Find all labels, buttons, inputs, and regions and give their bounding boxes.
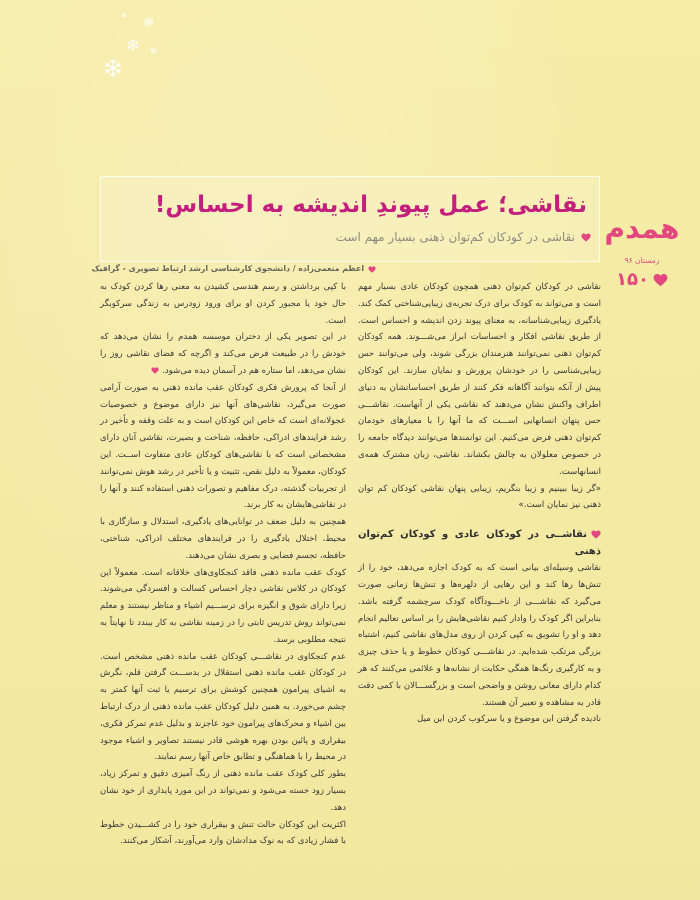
image-caption-paragraph xyxy=(100,329,346,379)
subtitle-row xyxy=(336,227,591,247)
byline xyxy=(92,262,376,276)
page-number: ۱۵۰ xyxy=(616,269,649,290)
snowflake-icon xyxy=(104,59,122,77)
paragraph: از آنجا که پرورش فکری کودکان عقب مانده ذهنی به صورت آرامی صورت می‌گیرد، نقاشی‌های آنها نیز دارای موضوع و خصوصیات عجولانه‌ای است که خاص این کودکان است و به علت وقفه و تأخیر در رشد فرایندهای ادراکی، حافظه، شناخت و بصیرت، نقاشی آنان دارای مشخصاتی است که با نقاشی‌های کودکان عادی متفاوت اســت. این کودکان، معمولاً به دلیل نقص، تثبیت و یا تأخیر در رشد هوش نمی‌توانند از تجربیات گذشته، درک مفاهیم و تصورات ذهنی استفاده کنند و آنها را در نقاشی‌هایشان به کار برند. xyxy=(100,382,346,511)
text-column-right xyxy=(358,279,601,728)
paragraph: عدم کنجکاوی در نقاشـــی کودکان عقب مانده ذهنی مشخص است. در کودکان عقب مانده ذهنی استقلال در بدســـت گرفتن قلم، نگرش به اشیای پیرامون همچنین کوشش برای ترسیم یا ثبت آنها کمتر به چشم می‌خورد. به همین دلیل کودکان عقب مانده ذهنی از درک ارتباط بین اشیاء و محرک‌های پیرامون خود عاجزند و بدلیل عدم تمرکز فکری، بیقراری و پائین بودن بهره هوشی قادر نیستند تصاویر و اشیاء موجود در محیط را با هماهنگی و تطابق خاص آنها رسم نمایند. xyxy=(100,651,346,763)
paragraph: نادیده گرفتن این موضوع و یا سرکوب کردن این میل xyxy=(417,714,601,725)
snowflake-icon xyxy=(150,47,157,54)
heart-icon xyxy=(368,266,376,273)
text-column-left xyxy=(100,279,346,850)
heart-icon xyxy=(151,367,159,374)
paragraph: نقاشی در کودکان کم‌توان ذهنی همچون کودکان عادی بسیار مهم است و می‌تواند به کودک برای درک تجربه‌ی زیبایی‌شناختی کمک کند. یادگیری زیبایی‌شناسانه، به معنای پیوند زدن اندیشه و احساس است. از طریق نقاشی افکار و احساسات ابراز می‌شـــوند. همه کودکان کم‌توان ذهنی نمی‌توانند هنرمندان بزرگی شوند، ولی می‌توانند حس زیبایی‌شناسی را در خودشان پرورش و نمایان سازند. این کودکان پیش از آنکه بتوانند آگاهانه فکر کنند از طریق احساساتشان به دنیای اطراف واکنش نشان می‌دهند که نقاشی یکی از آنهاست. نقاشـــی حس پنهان انسانهایی اســـت که ما آنها را با معیارهای خودمان کم‌توان ذهنی فرض می‌کنیم. این توانمندها می‌توانند دیدگاه جامعه را در خصوص معلولان به چالش بکشاند. نقاشی، زبان مشترک همه‌ی انسانهاست. xyxy=(358,282,601,477)
paragraph: همچنین به دلیل ضعف در توانایی‌های یادگیری، استدلال و سازگاری با محیط، اختلال یادگیری را در فرایندهای مختلف ادراکی، شناختی، حافظه، تجسم فضایی و بصری نشان می‌دهند. xyxy=(100,517,346,561)
heart-icon xyxy=(581,233,591,242)
issue-season: زمستان ۹۶ xyxy=(624,256,660,265)
paragraph: بطور کلی کودک عقب مانده ذهنی از رنگ آمیزی دقیق و تمرکز زیاد، بسیار زود خسته می‌شود و نمی‌تواند در این مورد پایداری از خود نشان دهد. xyxy=(100,769,346,813)
article-subtitle: نقاشی در کودکان کم‌توان ذهنی بسیار مهم است xyxy=(335,230,575,244)
masthead xyxy=(602,204,682,292)
heart-icon xyxy=(653,273,668,287)
snowflake-icon xyxy=(121,12,127,18)
paragraph: نقاشی وسیله‌ای بیانی است که به کودک اجازه می‌دهد، خود را از تنش‌ها رها کند و این رهایی از دلهره‌ها و تنش‌ها زمانی صورت می‌گیرد که نقاشـــی از ناخـــودآگاه کودک سرچشمه گرفته باشد. بنابراین اگر کودک را وادار کنیم نقاشی‌هایش را بر اساس تعالیم انجام دهد و او را تشویق به کپی کردن از روی مدل‌های نقاشی کنیم، اشتباه بزرگی مرتکب شده‌ایم. در نقاشـــی کودکان خطوط و یا حذف چیزی و به کارگیری رنگ‌ها همگی حکایت از نشانه‌ها و علائمی می‌کنند که هر کدام دارای معانی روشن و واضحی است و بزرگســـالان با کمی دقت قادر به مشاهده و تعبیر آن هستند. xyxy=(358,563,601,708)
title-box xyxy=(100,176,600,262)
article-title: نقاشی؛ عمل پیوندِ اندیشه به احساس! xyxy=(154,192,587,218)
section-heading-text: نقاشــی در کودکان عادی و کودکان کم‌توان ذهنی xyxy=(358,529,601,558)
magazine-logo: همدم xyxy=(604,212,680,245)
quote: «گر زیبا ببینیم و زیبا بنگریم، زیبایی پنهان نقاشی کودکان کم توان ذهنی نیز نمایان است.» xyxy=(358,483,601,511)
section-heading xyxy=(358,526,601,560)
paragraph-text: در این تصویر یکی از دختران موسسه همدم را نشان می‌دهد که خودش را در طبیعت فرض می‌کند و اگرچه که فضای نقاشی روز را نشان می‌دهد، اما ستاره هم در آسمان دیده می‌شود. xyxy=(100,332,346,376)
heart-icon xyxy=(591,530,601,539)
byline-text: اعظم منعمی‌زاده / دانشجوی کارشناسی ارشد ارتباط تصویری - گرافیک xyxy=(91,264,364,273)
snowflake-icon xyxy=(127,39,139,51)
paragraph: اکثریت این کودکان حالت تنش و بیقراری خود را در کشـــیدن خطوط با فشار زیادی که به نوک مدادشان وارد می‌آورند، آشکار می‌کنند. xyxy=(100,819,346,847)
snowflake-icon xyxy=(144,17,154,27)
paragraph: کودک عقب مانده ذهنی فاقد کنجکاوی‌های خلاقانه است. معمولاً این کودکان در کلاس نقاشی دچار احساس کسالت و افسردگی می‌شوند. زیرا دارای شوق و انگیزه برای ترســـیم اشیاء و مناظر نیستند و معلم نمی‌تواند روش تدریس ثابتی را در زمینه نقاشی به کار ببندد تا نهایتاً به نتیجه مطلوبی برسد. xyxy=(100,567,346,645)
page-number-row xyxy=(602,268,682,292)
paragraph: با کپی برداشتن و رسم هندسی کشیدن به معنی رها کردن کودک به حال خود یا مجبور کردن او برای ورود زودرس به زندگی سرکوبگر است. xyxy=(100,282,346,326)
